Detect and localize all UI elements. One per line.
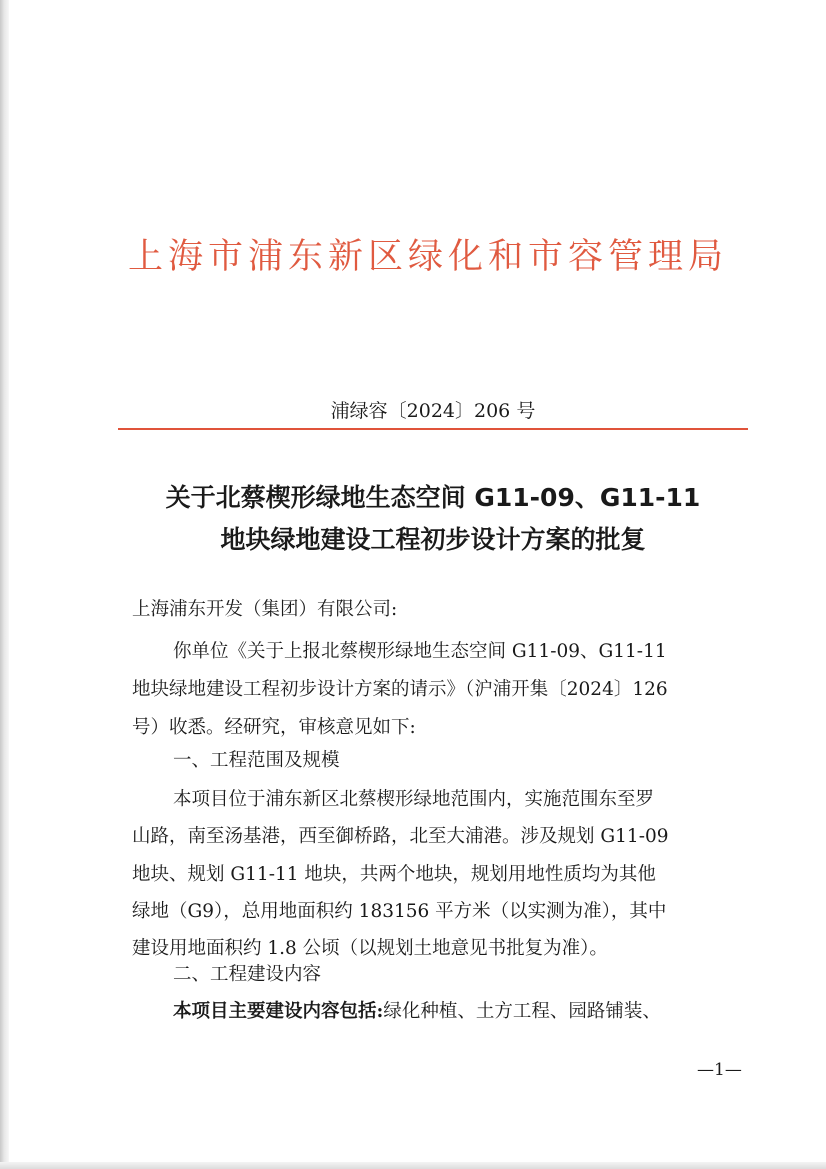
section-1-heading: 一、工程范围及规模	[173, 750, 340, 771]
section-1-line-1: 本项目位于浦东新区北蔡楔形绿地范围内，实施范围东至罗	[173, 789, 655, 810]
paragraph-1-line-1: 你单位《关于上报北蔡楔形绿地生态空间 G11-09、G11-11	[173, 641, 667, 662]
section-1-line-3: 地块、规划 G11-11 地块，共两个地块，规划用地性质均为其他	[132, 864, 656, 885]
paragraph-1-line-3: 号）收悉。经研究，审核意见如下:	[132, 717, 416, 738]
issuing-agency-header: 上海市浦东新区绿化和市容管理局	[127, 237, 728, 277]
section-2-line-1	[132, 997, 793, 1027]
section-2-lead-rest: 绿化种植、土方工程、园路铺装、	[383, 1001, 661, 1022]
document-title-line-2: 地块绿地建设工程初步设计方案的批复	[220, 525, 646, 554]
addressee: 上海浦东开发（集团）有限公司:	[132, 599, 398, 620]
scan-bottom-edge-shadow	[0, 1162, 826, 1169]
section-1-line-4: 绿地（G9），总用地面积约 183156 平方米（以实测为准），其中	[132, 901, 667, 922]
scan-left-edge-shadow	[0, 0, 9, 1169]
document-number: 浦绿容〔2024〕206 号	[330, 400, 536, 422]
section-1-line-5: 建设用地面积约 1.8 公顷（以规划土地意见书批复为准）。	[132, 938, 608, 959]
section-2-heading: 二、工程建设内容	[173, 964, 322, 985]
section-2-lead-bold: 本项目主要建设内容包括:	[173, 1001, 384, 1022]
page-number: —1—	[697, 1060, 742, 1080]
red-divider-line	[118, 428, 748, 430]
section-1-line-2: 山路，南至汤基港，西至御桥路，北至大浦港。涉及规划 G11-09	[132, 826, 669, 847]
paragraph-1-line-2: 地块绿地建设工程初步设计方案的请示》（沪浦开集〔2024〕126	[132, 679, 668, 700]
document-title-line-1: 关于北蔡楔形绿地生态空间 G11-09、G11-11	[165, 483, 701, 512]
